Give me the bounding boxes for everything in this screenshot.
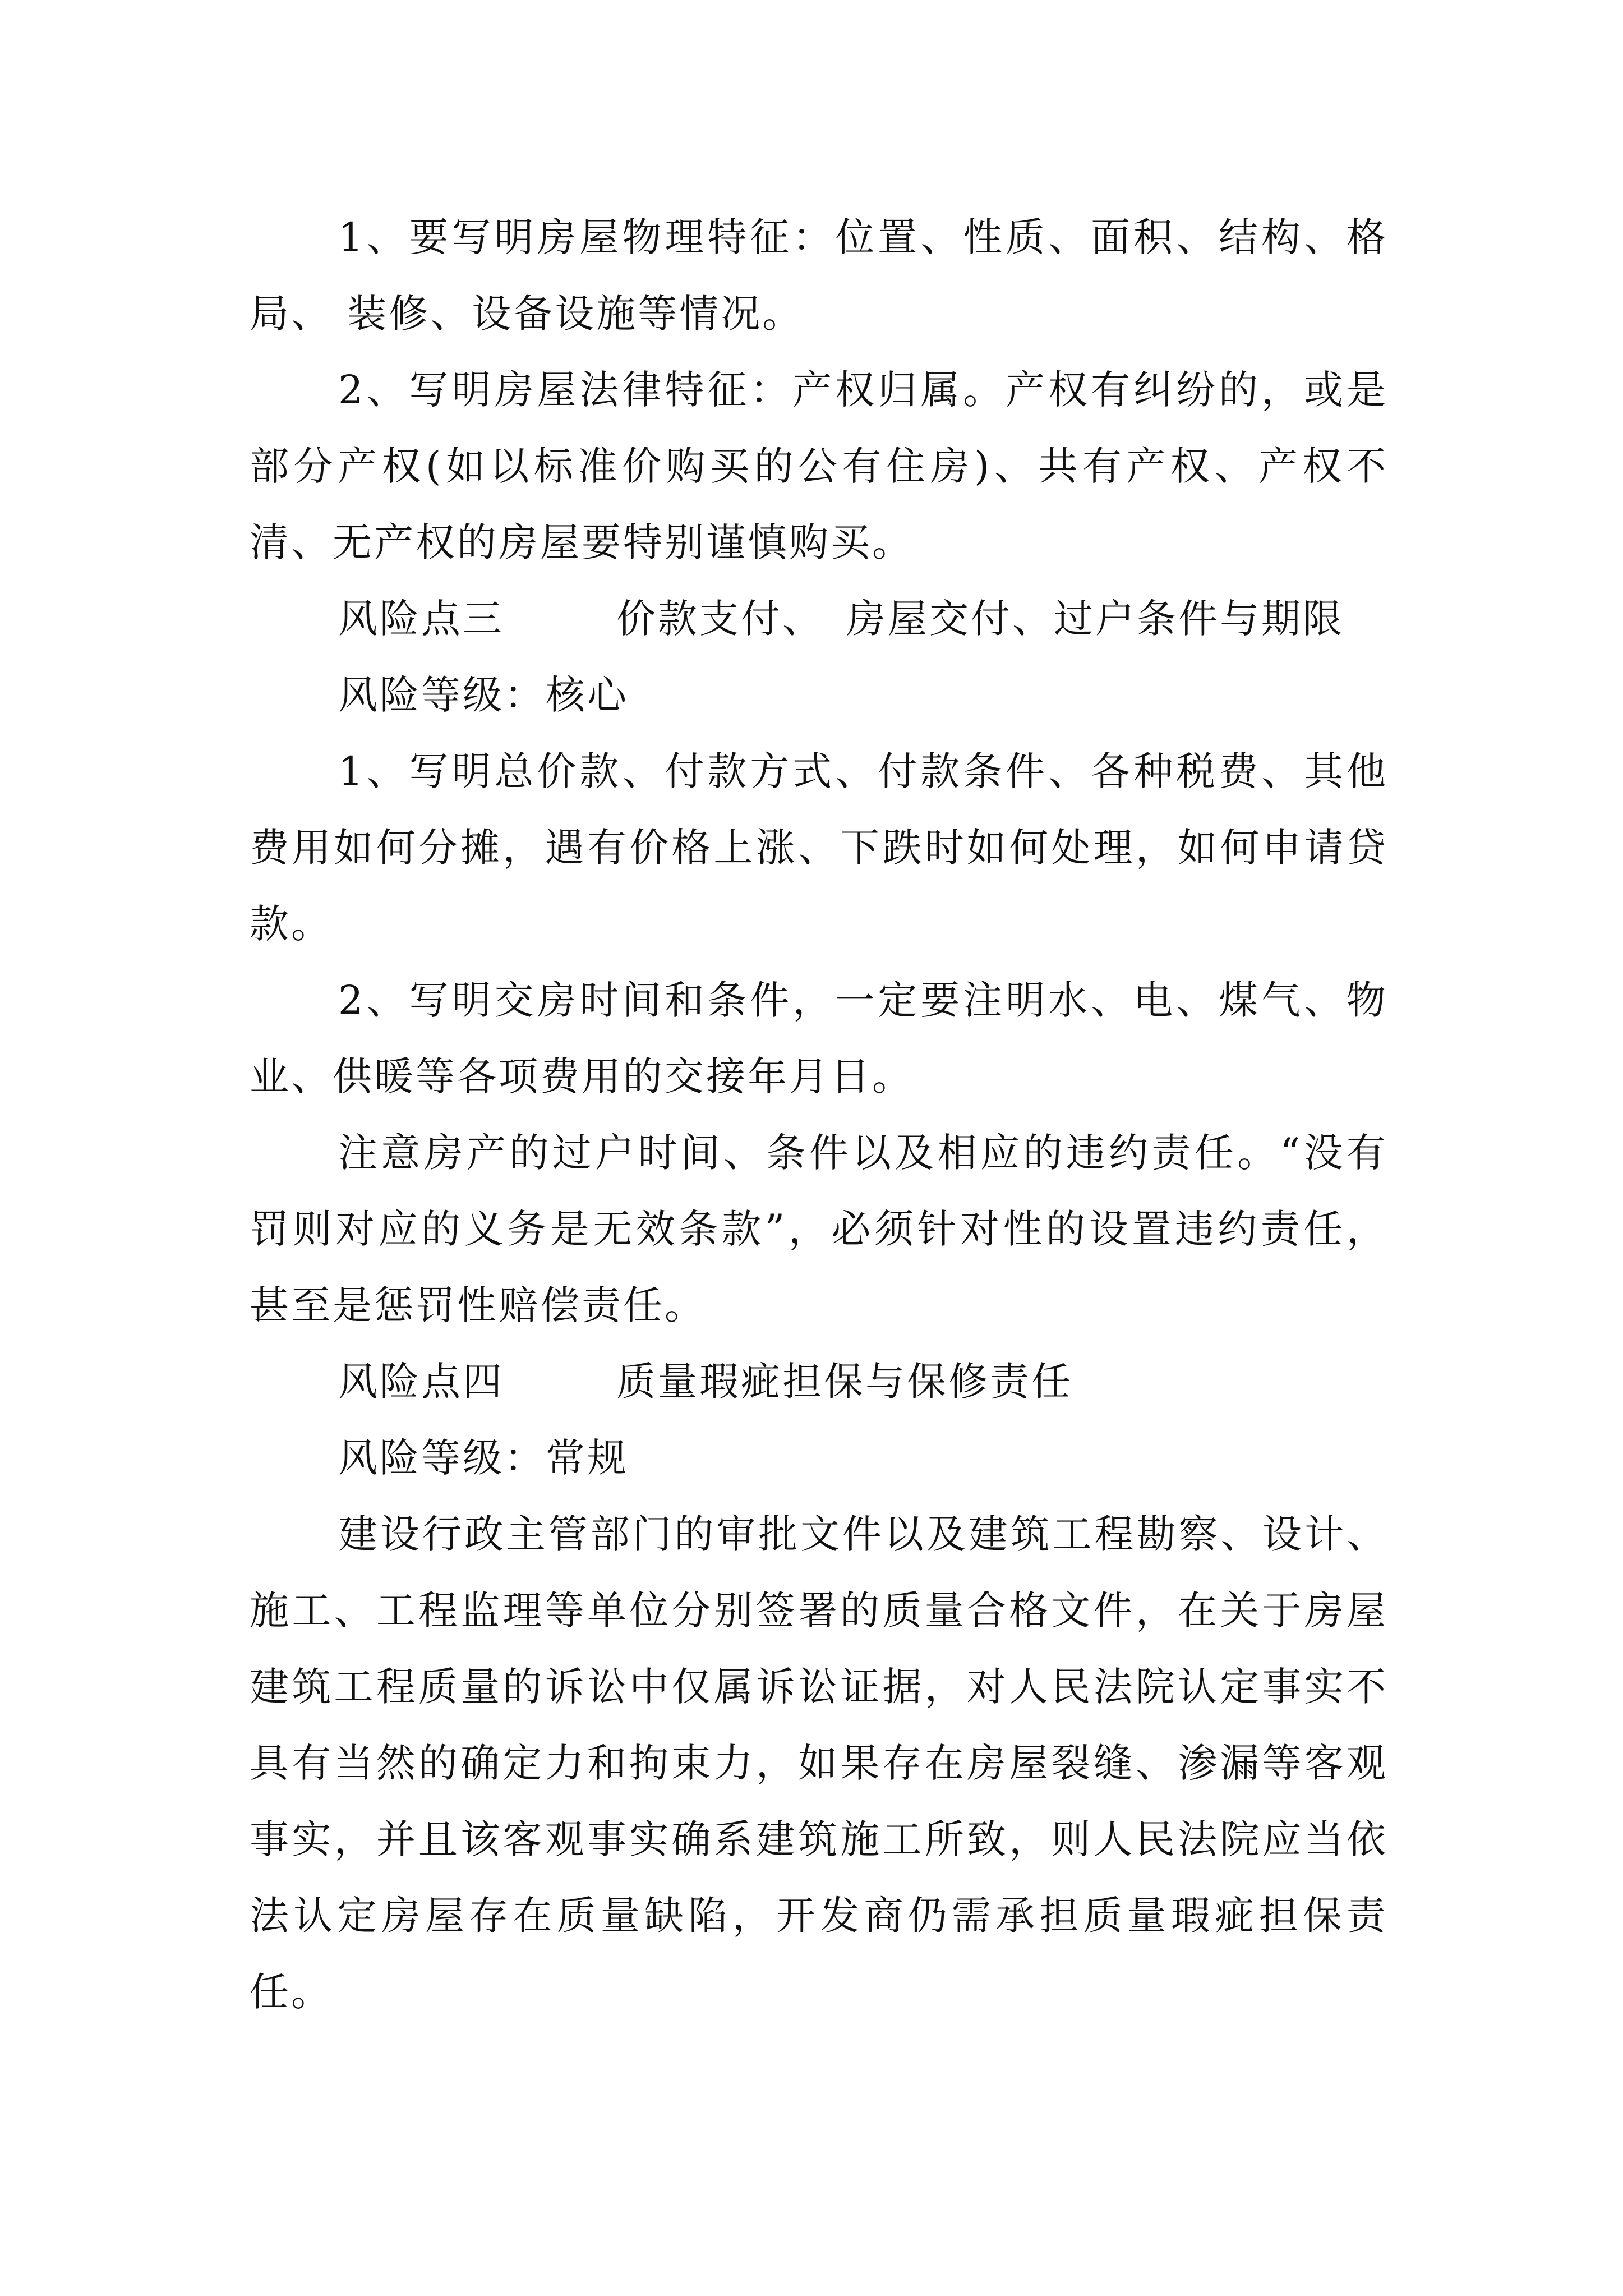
risk-point-3-level: 风险等级：核心	[338, 672, 629, 718]
paragraph-legal-features: 2、写明房屋法律特征：产权归属。产权有纠纷的，或是部分产权(如以标准价购买的公有住房)、共有产权、产权不清、无产权的房屋要特别谨慎购买。	[250, 367, 1388, 565]
risk-point-3-heading	[250, 581, 1388, 657]
risk-point-3-title-part1: 价款支付、	[616, 596, 824, 642]
risk-point-4-paragraph-quality: 建设行政主管部门的审批文件以及建筑工程勘察、设计、施工、工程监理等单位分别签署的质量合格文件，在关于房屋建筑工程质量的诉讼中仅属诉讼证据，对人民法院认定事实不具有当然的确定力和拘束力，如果存在房屋裂缝、渗漏等客观事实，并且该客观事实确系建筑施工所致，则人民法院应当依法认定房屋存在质量缺陷，开发商仍需承担质量瑕疵担保责任。	[250, 1511, 1388, 2015]
risk-point-4-label: 风险点四	[338, 1359, 504, 1405]
risk-point-3-paragraph-price: 1、写明总价款、付款方式、付款条件、各种税费、其他费用如何分摊，遇有价格上涨、下跌时如何处理，如何申请贷款。	[250, 748, 1388, 947]
risk-point-4-heading	[250, 1343, 1388, 1420]
risk-point-3-paragraph-delivery: 2、写明交房时间和条件，一定要注明水、电、煤气、物业、供暖等各项费用的交接年月日。	[250, 977, 1388, 1099]
risk-point-3-label: 风险点三	[338, 596, 504, 642]
paragraph-physical-features: 1、要写明房屋物理特征：位置、性质、面积、结构、格局、 装修、设备设施等情况。	[250, 214, 1388, 337]
risk-point-3-paragraph-transfer: 注意房产的过户时间、条件以及相应的违约责任。“没有罚则对应的义务是无效条款”，必须针对性的设置违约责任，甚至是惩罚性赔偿责任。	[250, 1130, 1388, 1328]
risk-point-3-title-part2: 房屋交付、过户条件与期限	[846, 596, 1344, 642]
risk-point-4-level: 风险等级：常规	[338, 1435, 629, 1481]
document-body	[250, 199, 1388, 2030]
risk-point-4-title: 质量瑕疵担保与保修责任	[616, 1359, 1073, 1405]
